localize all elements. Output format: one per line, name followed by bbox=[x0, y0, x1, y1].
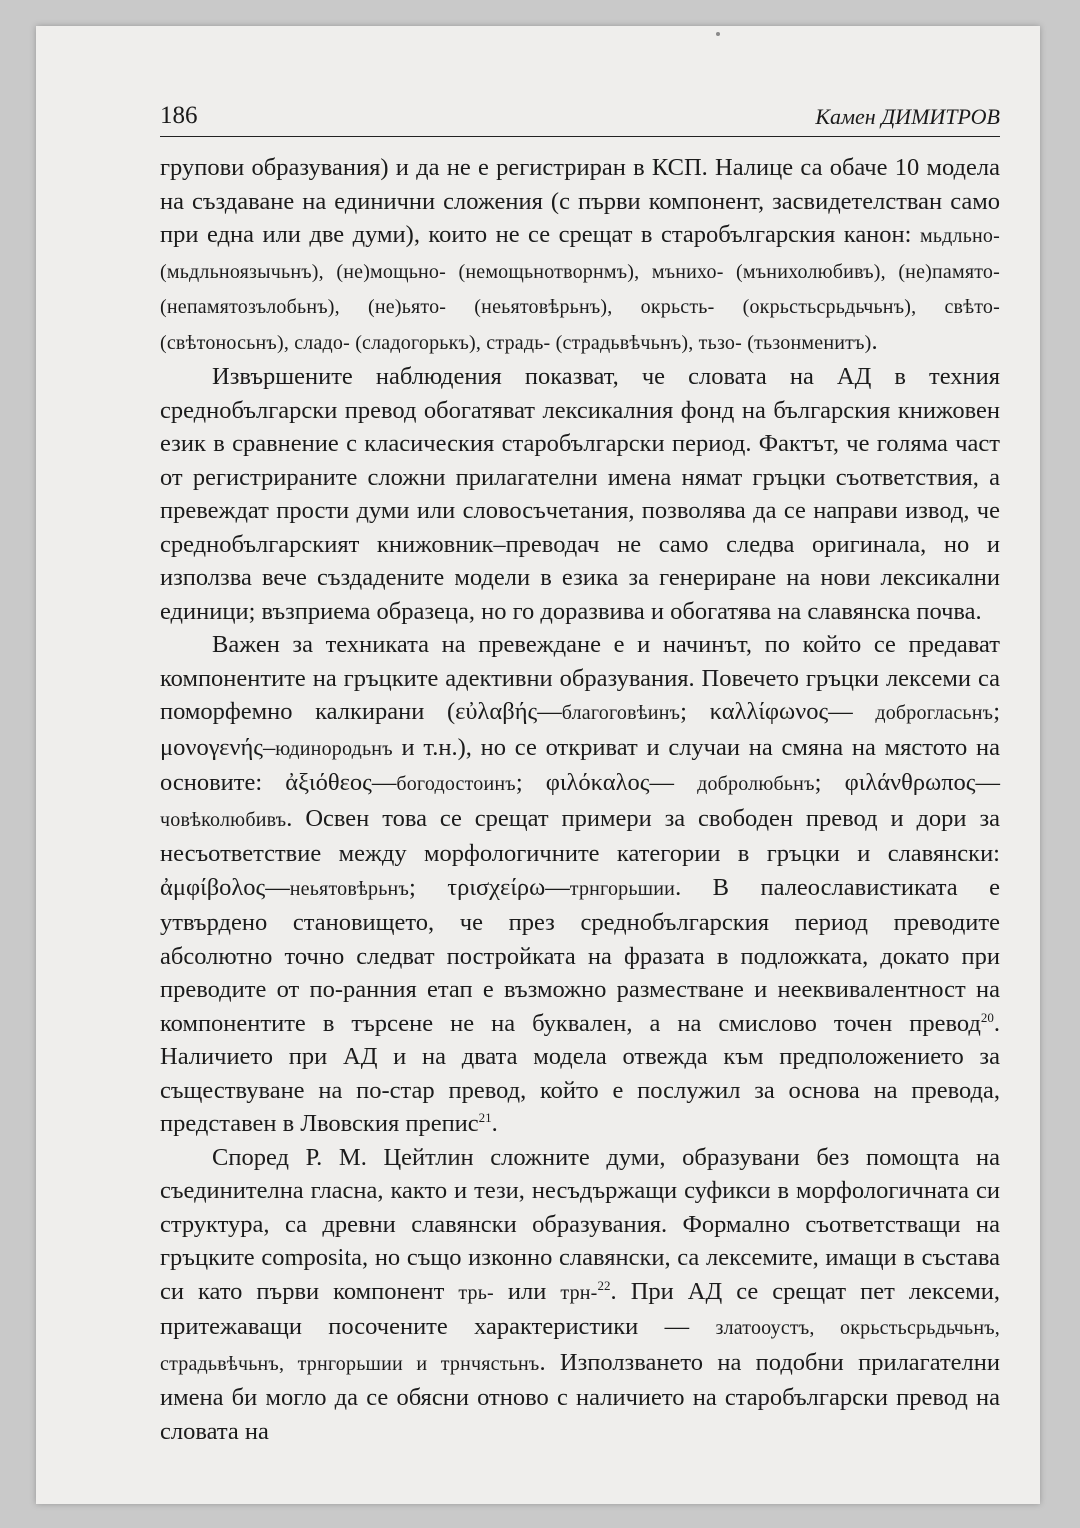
text-run: групови образувания) и да не е регистриран в КСП. Налице са обаче 10 модела на създаване на единични сложения (с първи компонент, засвидетелстван само при една или две думи), които не се срещат в старобългарския канон: bbox=[160, 154, 1000, 248]
old-slavonic-term: трн- bbox=[560, 1281, 598, 1304]
footnote-ref: 20 bbox=[980, 1009, 994, 1025]
old-slavonic-term: юдинородьнъ bbox=[275, 737, 393, 760]
old-slavonic-term: добролюбьнъ bbox=[697, 773, 815, 795]
old-slavonic-term: трнгорьшии bbox=[569, 877, 676, 900]
text-run: ; bbox=[993, 698, 1000, 725]
text-run: . В палеославистиката е утвърдено становището, че през среднобългарския период преводите абсолютно точно следват постройката на фразата в подложката, докато при преводите от по-ранния етап е възможно разместване и нееквивалентност на компонентите в търсене не на буквален, а на смислово точен превод bbox=[160, 873, 1000, 1037]
old-slavonic-term: трь- bbox=[458, 1281, 494, 1304]
text-run: . Наличието при АД и на двата модела отвежда към предположението за съществуване на по-стар превод, който е послужил за основа на превода, представен в Лвовския препис bbox=[160, 1009, 1000, 1137]
text-run: . Освен това се срещат примери за свободен превод и дори за несъответствие между морфологичните категории в гръцки и славянски: bbox=[160, 804, 1000, 867]
text-run: — bbox=[265, 873, 290, 901]
text-run: — bbox=[649, 769, 698, 796]
book-page bbox=[36, 26, 1040, 1504]
greek-term: ἀμφίβολος bbox=[160, 873, 266, 901]
page-speck bbox=[716, 32, 720, 36]
old-slavonic-term: неьятовѣрьнъ bbox=[289, 877, 409, 900]
running-head: Камен ДИМИТРОВ bbox=[815, 104, 1000, 129]
paragraph bbox=[160, 360, 1000, 628]
page-header bbox=[160, 96, 1000, 137]
text-run: — bbox=[537, 698, 562, 725]
greek-term: φιλάνθρωπος bbox=[844, 769, 976, 796]
greek-term: μονογενής bbox=[160, 733, 264, 761]
greek-term: τρισχείρω bbox=[447, 873, 546, 901]
text-run: . Използването на подобни прилагателни имена би могло да се обясни отново с наличието на старобългарски превод на словата на bbox=[160, 1348, 1000, 1445]
greek-term: φιλόκαλος bbox=[545, 769, 650, 796]
text-run: или bbox=[493, 1277, 561, 1305]
text-run: . bbox=[871, 327, 878, 355]
text-run: ; bbox=[409, 873, 448, 901]
text-run: Според Р. М. Цейтлин сложните думи, образувани без помощта на съединителна гласна, както и тези, несъдържащи суфикси в морфологичната си структура, са древни славянски образувания. Формално съответстващи на гръцките composita, но също изконно славянски, са лексемите, имащи в състава си като първи компонент bbox=[160, 1143, 1000, 1305]
page-number: 186 bbox=[160, 102, 198, 129]
text-run: — bbox=[545, 873, 570, 901]
text-run: . bbox=[491, 1110, 498, 1137]
text-run: Извършените наблюдения показват, че словата на АД в техния среднобългарски превод обогатяват лексикалния фонд на българския книжовен език в сравнение с класическия старобългарски период. Фактът, че голяма част от регистрираните сложни прилагателни имена нямат гръцки съответствия, а превеждат прости думи или словосъчетания, позволява да се направи извод, че среднобългарският книжовник–преводач не само следва оригинала, но и използва вече създадените модели в езика за генериране на нови лексикални единици; възприема образеца, но го доразвива и обогатява на славянска почва. bbox=[160, 363, 1000, 625]
old-slavonic-term: благоговѣинъ bbox=[561, 702, 681, 724]
paragraph bbox=[160, 1141, 1000, 1449]
body-text bbox=[160, 151, 1000, 1448]
old-slavonic-term: човѣколюбивъ bbox=[160, 808, 287, 831]
footnote-ref: 22 bbox=[597, 1277, 611, 1293]
old-slavonic-term: доброгласьнъ bbox=[875, 702, 994, 724]
old-slavonic-term: мьдльно- (мьдльноязычьнъ), (не)мощьно- (немощьнотворнмъ), мънихо- (мънихолюбивъ), (не)памято- (непамятозълобьнъ), (не)ьято- (неьятовѣрьнъ), окрьсть- (окрьстьсрьдьчьнъ), свѣто- (свѣтоносьнъ), сладо- (сладогорькъ), страдь- (страдьвѣчьнъ), тьзо- (тьзонменитъ) bbox=[160, 225, 1000, 354]
footnote-ref: 21 bbox=[478, 1109, 492, 1125]
text-run: – bbox=[263, 733, 276, 761]
text-run: . При АД се срещат пет лексеми, притежаващи посочените характеристики — bbox=[160, 1277, 1000, 1340]
text-run: — bbox=[371, 769, 397, 796]
text-run: и т.н.), но се откриват и случаи на смяна на мястото на основите: bbox=[160, 733, 1000, 796]
text-run: ; bbox=[515, 769, 546, 796]
text-run: ; bbox=[680, 698, 710, 725]
paragraph bbox=[160, 151, 1000, 360]
text-run: Важен за техниката на превеждане е и начинът, по който се предават компонентите на гръцките адективни образувания. Повечето гръцки лексеми са поморфемно калкирани ( bbox=[160, 631, 1000, 725]
text-run: ; bbox=[814, 769, 845, 796]
greek-term: εὐλαβής bbox=[455, 698, 538, 725]
greek-term: καλλίφωνος bbox=[709, 698, 829, 725]
old-slavonic-term: богодостоинъ bbox=[396, 773, 516, 795]
paragraph bbox=[160, 628, 1000, 1141]
greek-term: ἀξιόθεος bbox=[285, 769, 372, 796]
text-run: — bbox=[828, 698, 876, 725]
text-run: — bbox=[975, 769, 1001, 796]
old-slavonic-term: златооустъ, окрьстьсрьдьчьнъ, страдьвѣчьнъ, трнгорьшии и трнчястьнъ bbox=[160, 1317, 1000, 1375]
